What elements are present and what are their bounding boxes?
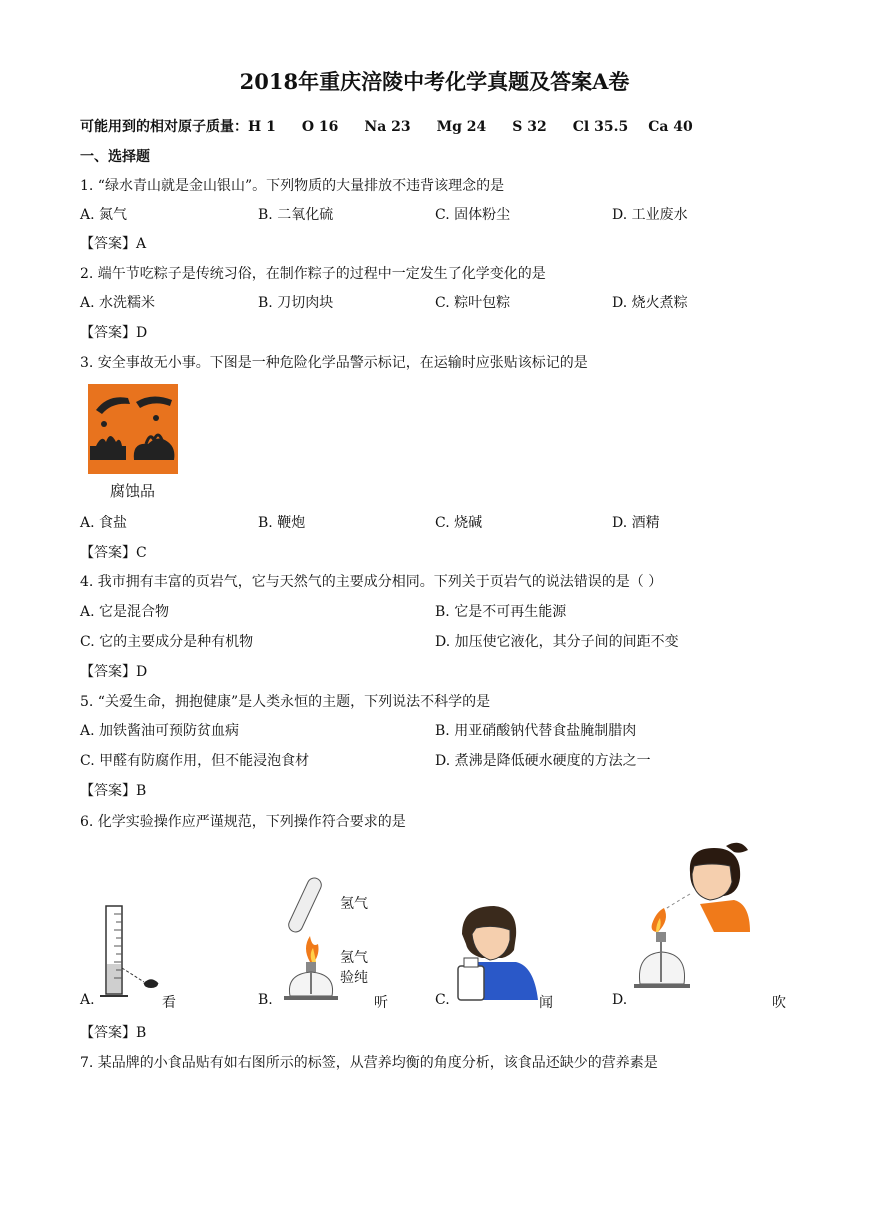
q5-option-d: D. 煮沸是降低硬水硬度的方法之一 <box>435 753 651 769</box>
q6-option-c-word: 闻 <box>539 995 553 1011</box>
hydrogen-purity-test-icon <box>276 876 386 1006</box>
question-1-stem: 1. “绿水青山就是金山银山”。下列物质的大量排放不违背该理念的是 <box>80 178 505 194</box>
mass-h: H 1 <box>248 119 276 135</box>
question-6-stem: 6. 化学实验操作应严谨规范，下列操作符合要求的是 <box>80 814 406 830</box>
q6-answer: 【答案】B <box>80 1025 147 1041</box>
corrosive-caption: 腐蚀品 <box>110 482 156 500</box>
q4-option-a: A. 它是混合物 <box>80 604 170 620</box>
q4-answer: 【答案】D <box>80 664 148 680</box>
q3-option-d: D. 酒精 <box>612 515 660 531</box>
q5-option-b: B. 用亚硝酸钠代替食盐腌制腊肉 <box>435 723 637 739</box>
atomic-masses <box>80 116 693 136</box>
q3-answer: 【答案】C <box>80 545 147 561</box>
atomic-masses-label: 可能用到的相对原子质量： <box>80 119 248 135</box>
q6-option-c: C. <box>435 992 450 1008</box>
boy-smelling-bottle-icon <box>454 904 540 1002</box>
mass-ca: Ca 40 <box>648 119 693 135</box>
girl-blowing-lamp-icon <box>630 842 756 1002</box>
q2-option-a: A. 水洗糯米 <box>80 295 156 311</box>
q1-option-b: B. 二氧化硫 <box>258 207 334 223</box>
question-4-stem: 4. 我市拥有丰富的页岩气，它与天然气的主要成分相同。下列关于页岩气的说法错误的是（ ） <box>80 574 663 590</box>
question-7-stem: 7. 某品牌的小食品贴有如右图所示的标签，从营养均衡的角度分析，该食品还缺少的营养素是 <box>80 1055 658 1071</box>
q6-option-b-word: 听 <box>374 995 388 1011</box>
q3-option-a: A. 食盐 <box>80 515 128 531</box>
mass-o: O 16 <box>301 119 339 135</box>
mass-na: Na 23 <box>364 119 411 135</box>
q4-option-d: D. 加压使它液化，其分子间的间距不变 <box>435 634 679 650</box>
q1-answer: 【答案】A <box>80 236 147 252</box>
q2-answer: 【答案】D <box>80 325 148 341</box>
mass-s: S 32 <box>512 119 547 135</box>
q6-option-d: D. <box>612 992 628 1008</box>
q4-option-c: C. 它的主要成分是种有机物 <box>80 634 254 650</box>
hydrogen-label: 氢气 <box>340 896 368 912</box>
q1-option-d: D. 工业废水 <box>612 207 688 223</box>
q1-option-c: C. 固体粉尘 <box>435 207 511 223</box>
q1-option-a: A. 氮气 <box>80 207 128 223</box>
q6-option-a: A. <box>80 992 95 1008</box>
hydrogen-check-label-2: 验纯 <box>340 970 368 986</box>
mass-mg: Mg 24 <box>436 119 487 135</box>
q4-option-b: B. 它是不可再生能源 <box>435 604 567 620</box>
mass-cl: Cl 35.5 <box>572 119 629 135</box>
q3-option-c: C. 烧碱 <box>435 515 483 531</box>
q5-option-a: A. 加铁酱油可预防贫血病 <box>80 723 240 739</box>
question-3-stem: 3. 安全事故无小事。下图是一种危险化学品警示标记，在运输时应张贴该标记的是 <box>80 355 588 371</box>
q6-option-d-word: 吹 <box>772 995 786 1011</box>
question-5-stem: 5. “关爱生命，拥抱健康”是人类永恒的主题，下列说法不科学的是 <box>80 694 491 710</box>
q5-option-c: C. 甲醛有防腐作用，但不能浸泡食材 <box>80 753 310 769</box>
q5-answer: 【答案】B <box>80 783 147 799</box>
question-2-stem: 2. 端午节吃粽子是传统习俗，在制作粽子的过程中一定发生了化学变化的是 <box>80 266 546 282</box>
page-title: 2018年重庆涪陵中考化学真题及答案A卷 <box>239 69 630 94</box>
q6-option-a-word: 看 <box>162 995 176 1011</box>
q3-option-b: B. 鞭炮 <box>258 515 306 531</box>
q6-option-b: B. <box>258 992 273 1008</box>
corrosive-warning-icon <box>88 384 180 474</box>
hydrogen-check-label-1: 氢气 <box>340 950 368 966</box>
q2-option-b: B. 刀切肉块 <box>258 295 334 311</box>
q2-option-c: C. 粽叶包粽 <box>435 295 511 311</box>
graduated-cylinder-icon <box>96 904 166 1002</box>
section-title: 一、选择题 <box>80 149 150 165</box>
q2-option-d: D. 烧火煮粽 <box>612 295 688 311</box>
